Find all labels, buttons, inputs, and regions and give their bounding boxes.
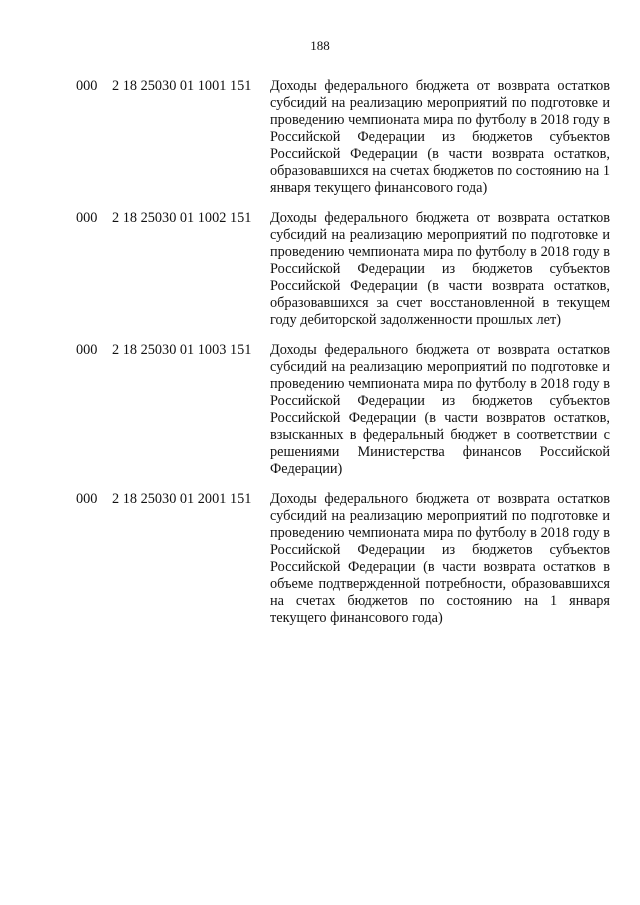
admin-code: 000 — [76, 210, 98, 226]
table-row — [76, 491, 610, 627]
budget-classification-code: 2 18 25030 01 1002 151 — [112, 210, 252, 226]
table-row — [76, 78, 610, 197]
revenue-name: Доходы федерального бюджета от возврата остатков субсидий на реализацию мероприятий по подготовке и проведению чемпионата мира по футболу в 2018 году в Российской Федерации из бюджетов субъектов Российской Федерации (в части возврата остатков, образовавшихся за счет восстановленной в текущем году дебиторской задолженности прошлых лет) — [270, 210, 610, 328]
admin-code: 000 — [76, 78, 98, 94]
budget-classification-code: 2 18 25030 01 1003 151 — [112, 342, 252, 358]
table-row — [76, 210, 610, 329]
budget-classification-code: 2 18 25030 01 2001 151 — [112, 491, 252, 507]
revenue-name: Доходы федерального бюджета от возврата остатков субсидий на реализацию мероприятий по подготовке и проведению чемпионата мира по футболу в 2018 году в Российской Федерации из бюджетов субъектов Российской Федерации (в части возврата остатков в объеме подтвержденной потребности, образовавшихся на счетах бюджетов по состоянию на 1 января текущего финансового года) — [270, 491, 610, 626]
page-number: 188 — [310, 38, 330, 53]
revenue-name: Доходы федерального бюджета от возврата остатков субсидий на реализацию мероприятий по подготовке и проведению чемпионата мира по футболу в 2018 году в Российской Федерации из бюджетов субъектов Российской Федерации (в части возврата остатков, образовавшихся на счетах бюджетов по состоянию на 1 января текущего финансового года) — [270, 78, 610, 196]
admin-code: 000 — [76, 342, 98, 358]
admin-code: 000 — [76, 491, 98, 507]
revenue-name: Доходы федерального бюджета от возврата остатков субсидий на реализацию мероприятий по подготовке и проведению чемпионата мира по футболу в 2018 году в Российской Федерации из бюджетов субъектов Российской Федерации (в части возвратов остатков, взысканных в федеральный бюджет в соответствии с решениями Министерства финансов Российской Федерации) — [270, 342, 610, 477]
budget-code-table — [76, 78, 610, 640]
budget-classification-code: 2 18 25030 01 1001 151 — [112, 78, 252, 94]
table-row — [76, 342, 610, 478]
